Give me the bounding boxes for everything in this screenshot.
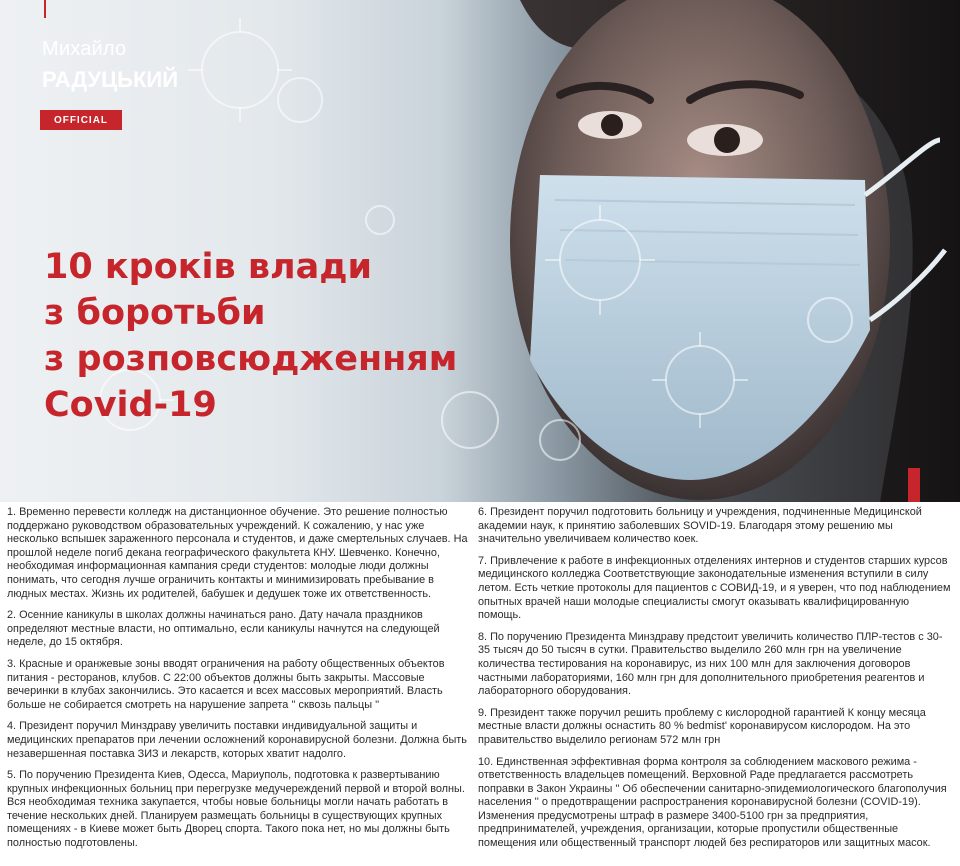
paragraph: 1. Временно перевести колледж на дистанционное обучение. Это решение полностью поддержано руководством образовательных учреждений. К сожалению, у нас уже несколько вспышек зараженного персонала и студентов, и даже смертельных случаев. На прошлой неделе погиб декана географического факультета КНУ. Шевченко. Конечно, необходимая информационная кампания среди студентов: молодые люди должны понимать, что сегодня лучше ограничить контакты и минимизировать пребывание в людных местах. Жизнь их родителей, бабушек и дедушек тоже их ответственность. [7,506,468,600]
author-first-name: Михайло [42,38,127,60]
paragraph: 7. Привлечение к работе в инфекционных отделениях интернов и студентов старших курсов медицинского колледжа Соответствующие законодательные изменения вступили в силу летом. Есть четкие протоколы для пациентов с СОВИД-19, и я уверен, что под наблюдением опытных врачей наши молодые специалисты смогут оказывать квалифицированную помощь. [478,554,951,622]
headline-line: з розповсюдженням [44,339,458,379]
right-column [478,506,952,859]
headline-line: Covid-19 [44,385,217,425]
top-accent-line [44,0,46,18]
paragraph: 6. Президент поручил подготовить больницу и учреждения, подчиненные Медицинской академии наук, к принятию заболевших SOVID-19. Благодаря этому решению мы значительно увеличиваем количество коек. [478,506,922,546]
headline-line: 10 кроків влади [44,247,373,287]
paragraph: 8. По поручению Президента Минздраву предстоит увеличить количество ПЛР-тестов с 30-35 тысяч до 50 тысяч в сутки. Правительство выделило 260 млн грн на увеличение количества тестирования на коронавирус, из них 100 млн для заключения договоров частными лабораториями, 160 млн грн для дополнительного приобретения реагентов и лабораторного оборудования. [478,630,943,698]
paragraph: 4. Президент поручил Минздраву увеличить поставки индивидуальной защиты и медицинских препаратов при лечении осложнений коронавирусной болезни. Должна быть незавершенная поставка ЗИЗ и лекарств, которых хватит надолго. [7,720,467,760]
headline [44,244,457,428]
author-last-name: РАДУЦЬКИЙ [42,67,179,92]
paragraph: 3. Красные и оранжевые зоны вводят ограничения на работу общественных объектов питания - ресторанов, клубов. С 22:00 объектов должны быть закрыты. Массовые вечеринки в клубах закончились. Это касается и всех массовых мероприятий. Власть больше не собирается смотреть на нарушение запрета '' сквозь пальцы '' [7,657,445,711]
paragraph: 9. Президент также поручил решить проблему с кислородной гарантией К концу месяца местные власти должны оснастить 80 % bedmist' коронавирусом кислородом. На это правительство выделило регионам 572 млн грн [478,706,926,746]
paragraph: 5. По поручению Президента Киев, Одесса, Мариуполь, подготовка к развертыванию крупных инфекционных больниц при перегрузке медучереждений первой и второй волны. Вся необходимая техника закупается, чтобы новые больницы могли начать работать в течение нескольких дней. Планируем размещать больницы в существующих крупных помещениях - в Киеве может быть Дворец спорта. Такого пока нет, но мы должны быть полностью подготовлены. [7,769,465,850]
paragraph: 2. Осенние каникулы в школах должны начинаться рано. Дату начала праздников определяют местные власти, но оптимально, если каникулы начнутся на следующей неделе, до 15 октября. [7,609,440,649]
article-body [0,502,960,866]
accent-bar [908,468,920,502]
paragraph: 10. Единственная эффективная форма контроля за соблюдением маскового режима - ответственность владельцев помещений. Верховной Раде предлагается рассмотреть поправки в Закон Украины '' Об обеспечении санитарно-эпидемиологического благополучия населения '' о предотвращении распространения коронавирусной болезни (COVID-19). Изменения предусмотрены штраф в размере 3400-5100 грн за предприятия, предпринимателей, учреждения, организации, которые пропустили общественные помещения или общественный транспорт людей без респираторов или защитных масок. [478,755,947,850]
official-badge: OFFICIAL [40,110,122,130]
headline-line: з боротьби [44,293,266,333]
left-column [7,506,469,859]
